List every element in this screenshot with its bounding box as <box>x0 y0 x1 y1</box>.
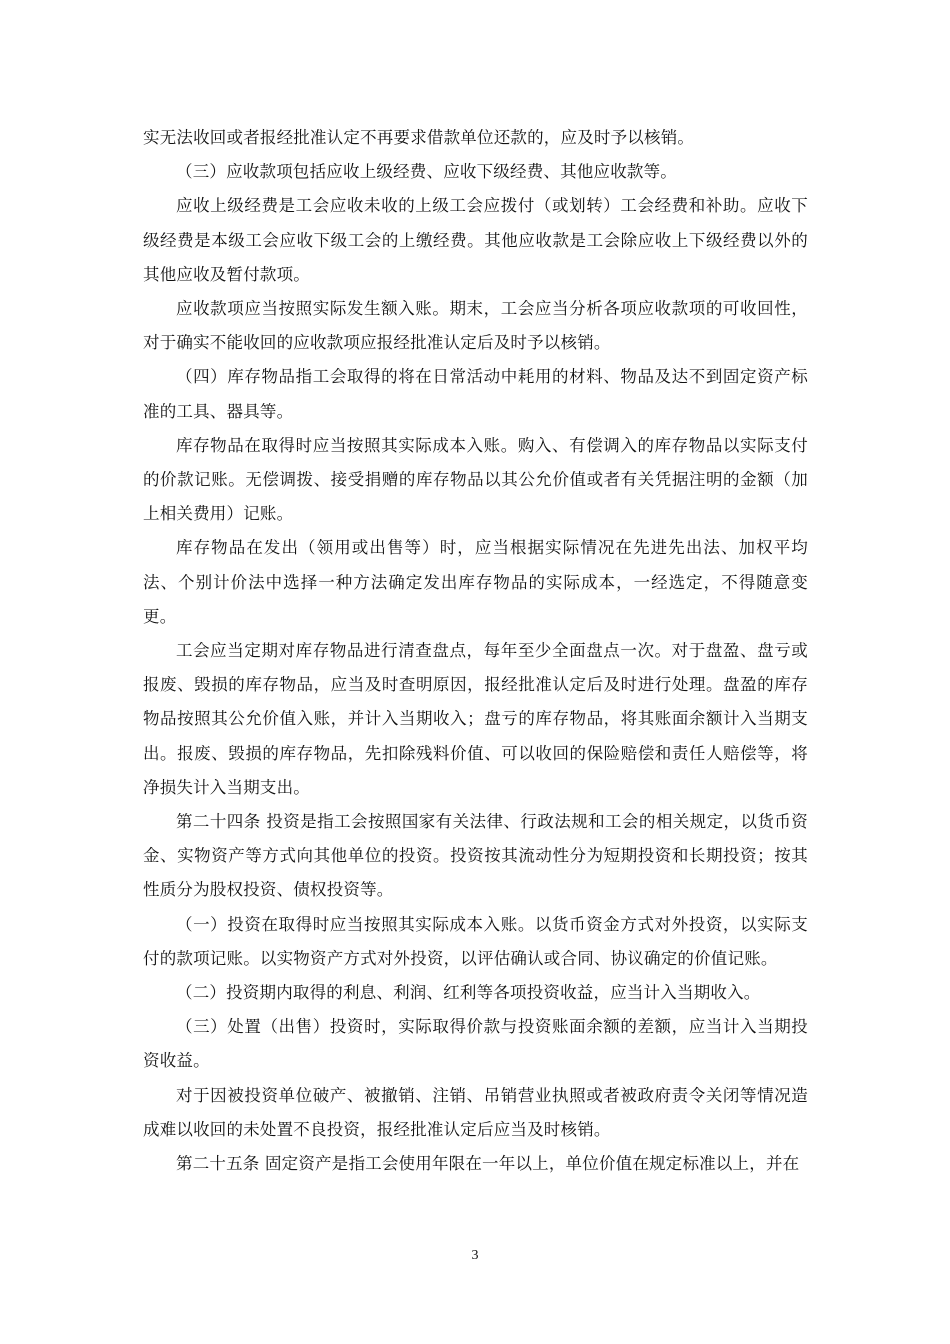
paragraph-1: 实无法收回或者报经批准认定不再要求借款单位还款的，应及时予以核销。 <box>143 128 695 147</box>
paragraph-6: 库存物品在取得时应当按照其实际成本入账。购入、有偿调入的库存物品以实际支付的价款记账。无偿调拨、接受捐赠的库存物品以其公允价值或者有关凭据注明的金额（加上相关费用）记账。 <box>143 435 808 524</box>
page-number: 3 <box>471 1248 479 1263</box>
paragraph-10: （一）投资在取得时应当按照其实际成本入账。以货币资金方式对外投资，以实际支付的款项记账。以实物资产方式对外投资，以评估确认或合同、协议确定的价值记账。 <box>143 914 808 968</box>
paragraph-5: （四）库存物品指工会取得的将在日常活动中耗用的材料、物品及达不到固定资产标准的工具、器具等。 <box>143 367 808 421</box>
paragraph-14: 第二十五条 固定资产是指工会使用年限在一年以上，单位价值在规定标准以上，并在 <box>176 1154 800 1174</box>
paragraph-12: （三）处置（出售）投资时，实际取得价款与投资账面余额的差额，应当计入当期投资收益。 <box>143 1017 808 1071</box>
paragraph-4: 应收款项应当按照实际发生额入账。期末，工会应当分析各项应收款项的可收回性，对于确实不能收回的应收款项应报经批准认定后及时予以核销。 <box>143 299 808 353</box>
paragraph-2: （三）应收款项包括应收上级经费、应收下级经费、其他应收款等。 <box>176 162 677 182</box>
paragraph-7: 库存物品在发出（领用或出售等）时，应当根据实际情况在先进先出法、加权平均法、个别计价法中选择一种方法确定发出库存物品的实际成本，一经选定，不得随意变更。 <box>143 538 808 626</box>
paragraph-11: （二）投资期内取得的利息、利润、红利等各项投资收益，应当计入当期收入。 <box>176 983 761 1003</box>
paragraph-3: 应收上级经费是工会应收未收的上级工会应拨付（或划转）工会经费和补助。应收下级经费是本级工会应收下级工会的上缴经费。其他应收款是工会除应收上下级经费以外的其他应收及暂付款项。 <box>143 196 808 284</box>
paragraph-13: 对于因被投资单位破产、被撤销、注销、吊销营业执照或者被政府责令关闭等情况造成难以收回的未处置不良投资，报经批准认定后应当及时核销。 <box>143 1085 808 1139</box>
document-body <box>143 121 808 1181</box>
paragraph-9: 第二十四条 投资是指工会按照国家有关法律、行政法规和工会的相关规定，以货币资金、实物资产等方式向其他单位的投资。投资按其流动性分为短期投资和长期投资；按其性质分为股权投资、债权投资等。 <box>143 812 808 900</box>
paragraph-8: 工会应当定期对库存物品进行清查盘点，每年至少全面盘点一次。对于盘盈、盘亏或报废、毁损的库存物品，应当及时查明原因，报经批准认定后及时进行处理。盘盈的库存物品按照其公允价值入账，并计入当期收入；盘亏的库存物品，将其账面余额计入当期支出。报废、毁损的库存物品，先扣除残料价值、可以收回的保险赔偿和责任人赔偿等，将净损失计入当期支出。 <box>143 641 808 797</box>
